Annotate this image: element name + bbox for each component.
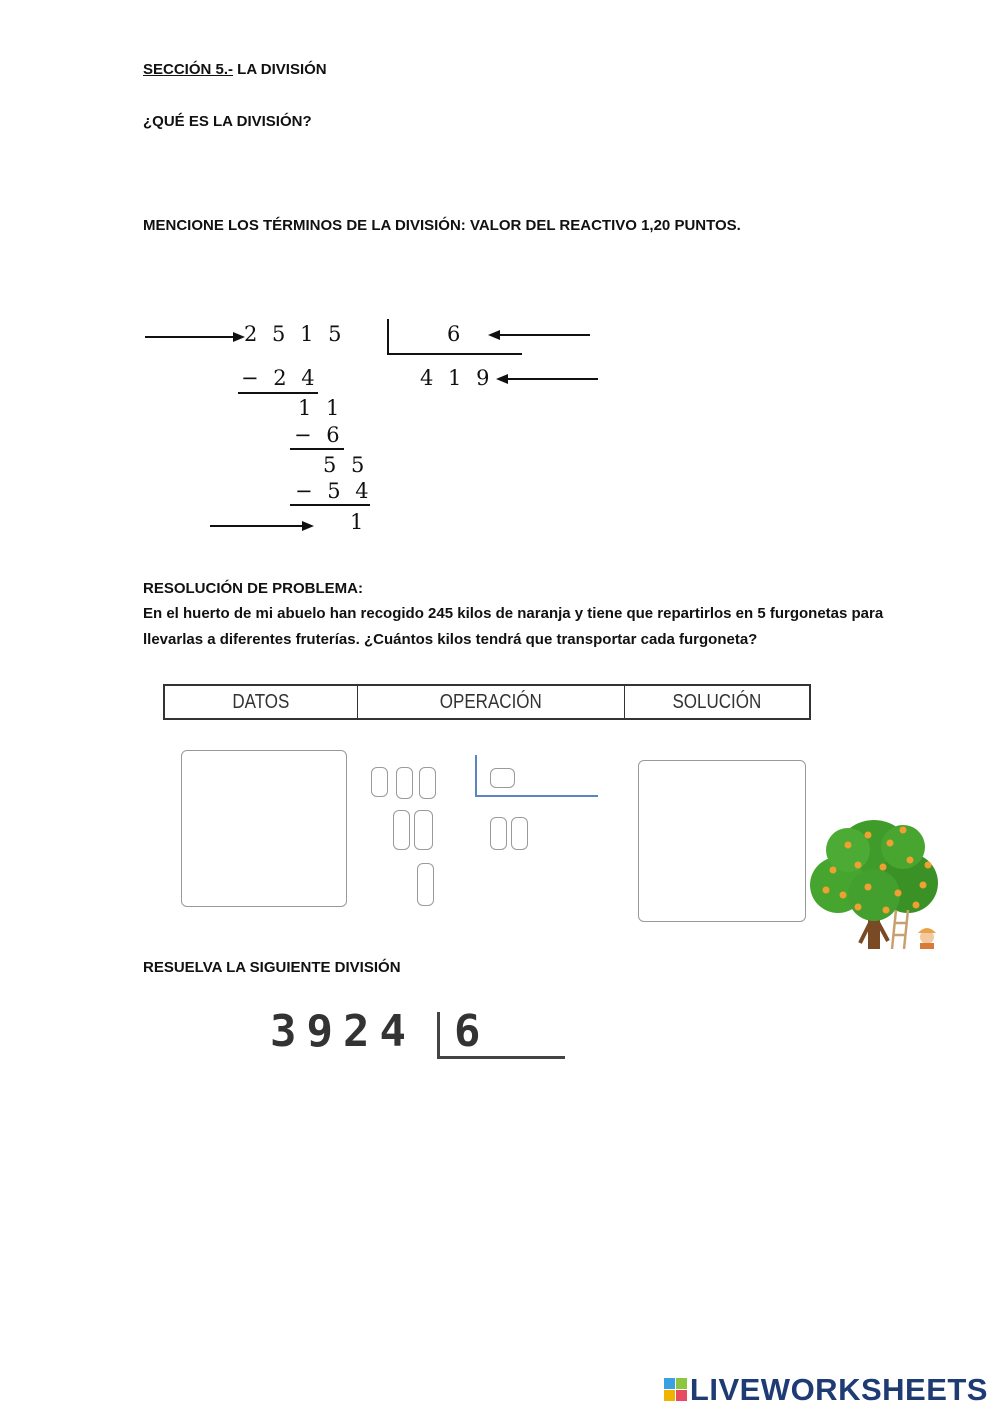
exercise-dividend: 3924 bbox=[270, 1006, 416, 1057]
problem-table-header bbox=[163, 684, 811, 720]
step-remainder-2: 5 5 bbox=[323, 453, 369, 477]
dividend-digit-input[interactable] bbox=[396, 767, 413, 799]
brand-squares-icon bbox=[664, 1378, 688, 1402]
step-line-1 bbox=[238, 392, 318, 394]
step-subtract-3: − 5 4 bbox=[295, 479, 373, 503]
question-what-is-division: ¿QUÉ ES LA DIVISIÓN? bbox=[143, 113, 312, 130]
remainder-input[interactable] bbox=[417, 863, 434, 906]
division-bracket-horizontal bbox=[387, 353, 522, 355]
header-solucion: SOLUCIÓN bbox=[672, 690, 762, 713]
subtraction-digit-input[interactable] bbox=[414, 810, 433, 850]
dividend-digit-input[interactable] bbox=[419, 767, 436, 799]
arrow-left-icon bbox=[496, 372, 598, 386]
bracket-vertical bbox=[475, 755, 477, 797]
orange-tree-icon bbox=[808, 815, 944, 949]
liveworksheets-logo bbox=[664, 1372, 988, 1408]
quotient-digit-input[interactable] bbox=[490, 817, 507, 850]
dividend: 2 5 1 5 bbox=[244, 322, 346, 346]
problem-text: En el huerto de mi abuelo han recogido 245 kilos de naranja y tiene que repartirlos en 5 furgonetas para llevarlas a diferentes fruterías. ¿Cuántos kilos tendrá que transportar cada furgoneta? bbox=[143, 605, 884, 648]
step-line-2 bbox=[290, 448, 344, 450]
header-datos: DATOS bbox=[232, 690, 290, 713]
step-subtract-2: − 6 bbox=[294, 423, 344, 447]
question-division-terms: MENCIONE LOS TÉRMINOS DE LA DIVISIÓN: VALOR DEL REACTIVO 1,20 PUNTOS. bbox=[143, 217, 741, 234]
section-title bbox=[143, 61, 327, 78]
quotient: 4 1 9 bbox=[420, 366, 494, 390]
exercise-bracket-vertical bbox=[437, 1012, 440, 1058]
division-bracket-vertical bbox=[387, 319, 389, 355]
step-line-3 bbox=[290, 504, 370, 506]
exercise-title: RESUELVA LA SIGUIENTE DIVISIÓN bbox=[143, 959, 401, 976]
dividend-digit-input[interactable] bbox=[371, 767, 388, 797]
divisor-input[interactable] bbox=[490, 768, 515, 788]
header-operacion: OPERACIÓN bbox=[439, 690, 543, 713]
arrow-right-icon bbox=[145, 330, 245, 344]
remainder: 1 bbox=[350, 510, 368, 534]
arrow-left-icon bbox=[488, 328, 590, 342]
datos-answer-box[interactable] bbox=[181, 750, 347, 907]
brand-name: LIVEWORKSHEETS bbox=[689, 1372, 988, 1407]
arrow-right-icon bbox=[210, 519, 314, 533]
section-name: LA DIVISIÓN bbox=[233, 61, 327, 78]
solucion-answer-box[interactable] bbox=[638, 760, 806, 922]
bracket-horizontal bbox=[475, 795, 598, 797]
exercise-divisor: 6 bbox=[454, 1006, 491, 1057]
section-number: SECCIÓN 5.- bbox=[143, 61, 234, 78]
problem-title: RESOLUCIÓN DE PROBLEMA: bbox=[143, 580, 364, 597]
divisor: 6 bbox=[447, 322, 465, 346]
quotient-digit-input[interactable] bbox=[511, 817, 528, 850]
step-remainder-1: 1 1 bbox=[298, 396, 344, 420]
subtraction-digit-input[interactable] bbox=[393, 810, 410, 850]
step-subtract-1: − 2 4 bbox=[241, 366, 319, 390]
